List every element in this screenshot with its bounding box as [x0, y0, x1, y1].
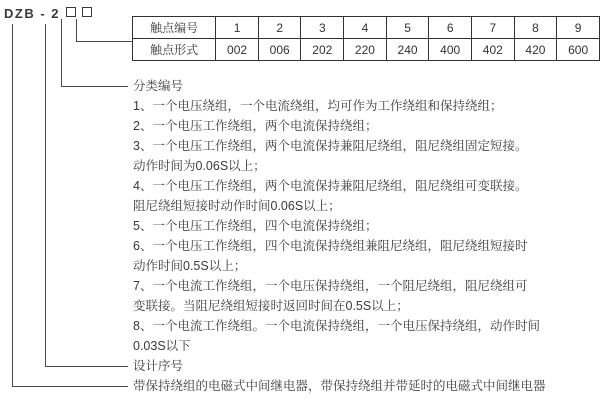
contact-form-cell: 600 — [557, 39, 600, 61]
classification-line: 3、一个电压工作绕组，两个电流保持兼阻尼绕组，阻尼绕组固定短接。 — [133, 139, 528, 153]
classification-line: 动作时间为0.06S以上； — [133, 159, 266, 173]
contact-form-cell: 402 — [471, 39, 514, 61]
relay-type-description: 带保持绕组的电磁式中间继电器，带保持绕组并带延时的电磁式中间继电器 — [133, 379, 546, 393]
contact-number-cell: 3 — [301, 17, 344, 39]
contact-number-cell: 4 — [344, 17, 387, 39]
leader-line-contact-table — [76, 19, 133, 42]
contact-number-cell: 7 — [471, 17, 514, 39]
classification-line: 变联接。当阻尼绕组短接时返回时间在0.5S以上； — [133, 299, 409, 313]
model-code-prefix: DZB - 2 — [4, 6, 60, 21]
row-header-contact-number: 触点编号 — [133, 17, 216, 39]
contact-form-cell: 202 — [301, 39, 344, 61]
contact-number-cell: 8 — [514, 17, 557, 39]
classification-line: 动作时间0.5S以上； — [133, 259, 247, 273]
classification-line: 2、一个电压工作绕组，两个电流保持绕组； — [133, 119, 378, 133]
contact-form-cell: 220 — [344, 39, 387, 61]
design-serial-label: 设计序号 — [133, 359, 184, 373]
contact-form-cell: 240 — [386, 39, 429, 61]
classification-line: 4、一个电压工作绕组，两个电流保持兼阻尼绕组，阻尼绕组可变联接。 — [133, 179, 528, 193]
contact-form-cell: 400 — [429, 39, 472, 61]
contact-form-cell: 420 — [514, 39, 557, 61]
table-row-contact-form — [133, 39, 600, 61]
row-header-contact-form: 触点形式 — [133, 39, 216, 61]
contact-number-cell: 1 — [216, 17, 259, 39]
table-row-contact-number — [133, 17, 600, 39]
classification-line: 5、一个电压工作绕组，四个电流保持绕组； — [133, 219, 378, 233]
contact-number-cell: 6 — [429, 17, 472, 39]
classification-line: 7、一个电流工作绕组，一个电压保持绕组，一个阻尼绕组，阻尼绕组可 — [133, 279, 528, 293]
contact-number-cell: 5 — [386, 17, 429, 39]
classification-line: 0.03S以下 — [133, 339, 191, 353]
contact-form-cell: 006 — [258, 39, 301, 61]
classification-line: 1、一个电压绕组，一个电流绕组，均可作为工作绕组和保持绕组； — [133, 99, 503, 113]
contact-number-cell: 9 — [557, 17, 600, 39]
empty-square-icon — [82, 7, 92, 17]
contact-form-table — [132, 16, 600, 61]
empty-square-icon — [66, 7, 76, 17]
contact-number-cell: 2 — [258, 17, 301, 39]
classification-line: 8、一个电流工作绕组。一个电流保持绕组，一个电压保持绕组，动作时间 — [133, 319, 540, 333]
classification-section — [133, 76, 540, 356]
classification-line: 阻尼绕组短接时动作时间0.06S以上； — [133, 199, 341, 213]
classification-line: 6、一个电压工作绕组，四个电流保持绕组兼阻尼绕组，阻尼绕组短接时 — [133, 239, 528, 253]
contact-form-cell: 002 — [216, 39, 259, 61]
classification-label: 分类编号 — [133, 79, 184, 93]
